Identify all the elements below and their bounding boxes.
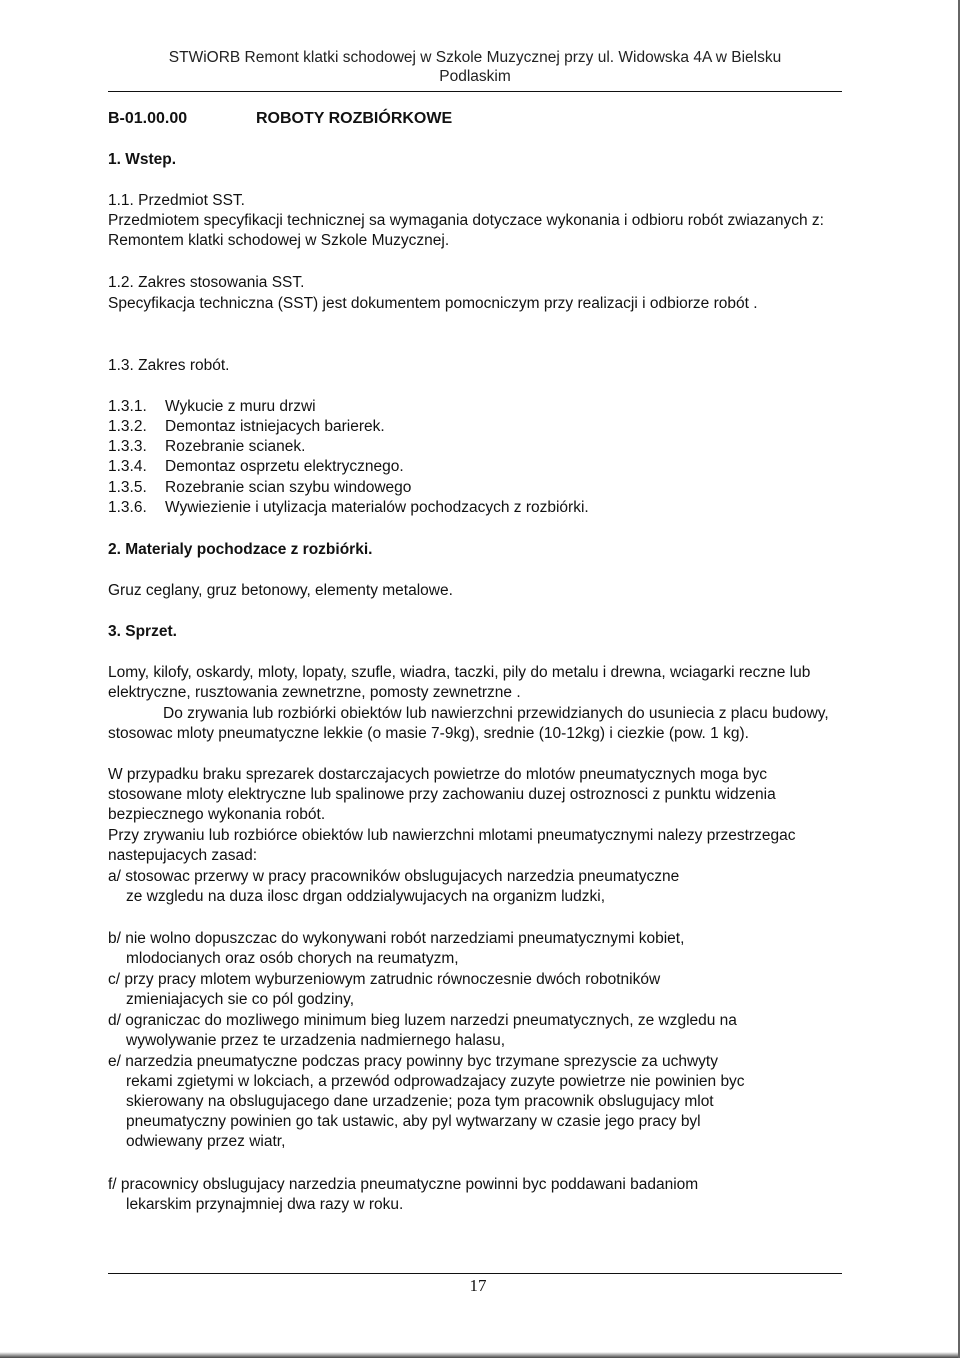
scope-item-text: Rozebranie scianek. [165,438,306,455]
scope-item [108,417,385,437]
section-1-2-text: Specyfikacja techniczna (SST) jest dokumentem pomocniczym przy realizacji i odbiorze robót . [108,295,758,312]
section-1-1-text: Przedmiotem specyfikacji technicznej sa wymagania dotyczace wykonania i odbioru robót zwiazanych z: Remontem klatki schodowej w Szkole Muzycznej. [108,212,824,249]
scope-item-number: 1.3.5. [108,479,147,496]
section-1-2-heading: 1.2. Zakres stosowania SST. [108,274,305,291]
rule-item-e: e/ narzedzia pneumatyczne podczas pracy powinny byc trzymane sprezyscie za uchwyty rekami zgietymi w lokciach, a przewód odprowadzajacy zuzyte powietrze nie powinien byc skierowany na obslugujacego dane urzadzenie; poza tym pracownik obslugujacy mlot pneumatyczny powinien go tak ustawic, aby pyl wytwarzany w czasie jego pracy byl odwiewany przez wiatr, [108,1053,745,1150]
section-1-1-heading: 1.1. Przedmiot SST. [108,192,245,209]
section-1-heading: 1. Wstep. [108,151,177,168]
rules-intro-paragraph: Przy zrywaniu lub rozbiórce obiektów lub nawierzchni mlotami pneumatycznymi nalezy przestrzegac nastepujacych zasad: [108,827,796,864]
equipment-list-paragraph: Lomy, kilofy, oskardy, mloty, lopaty, szufle, wiadra, taczki, pily do metalu i drewna, wciagarki reczne lub elektryczne, rusztowania zewnetrzne, pomosty zewnetrzne . [108,664,811,701]
scope-item [108,478,411,498]
header-divider [108,91,842,92]
scan-shadow-bottom [0,1352,960,1358]
page-number: 17 [469,1276,487,1295]
footer-divider [108,1273,842,1274]
rule-item-c: c/ przy pracy mlotem wyburzeniowym zatrudnic równoczesnie dwóch robotników zmieniajacych sie co pól godziny, [108,971,661,1008]
scope-item-text: Wykucie z muru drzwi [165,398,316,415]
scope-item-text: Wywiezienie i utylizacja materialów pochodzacych z rozbiórki. [165,499,589,516]
scope-item-text: Demontaz istniejacych barierek. [165,418,385,435]
rule-item-b: b/ nie wolno dopuszczac do wykonywani robót narzedziami pneumatycznymi kobiet, mlodocianych oraz osób chorych na reumatyzm, [108,930,685,967]
scope-item-text: Demontaz osprzetu elektrycznego. [165,458,404,475]
scope-item-number: 1.3.6. [108,499,147,516]
scope-item [108,498,589,518]
header-line-1: STWiORB Remont klatki schodowej w Szkole Muzycznej przy ul. Widowska 4A w Bielsku [168,49,782,66]
hammer-usage-paragraph: Do zrywania lub rozbiórki obiektów lub nawierzchni przewidzianych do usuniecia z placu budowy, stosowac mloty pneumatyczne lekkie (o masie 7-9kg), srednie (10-12kg) i ciezkie (pow. 1 kg). [108,705,829,742]
compressor-paragraph: W przypadku braku sprezarek dostarczajacych powietrze do mlotów pneumatycznych moga byc stosowane mloty elektryczne lub spalinowe przy zachowaniu duzej ostroznosci z punktu widzenia bezpiecznego wykonania robót. [108,766,776,823]
rule-item-d: d/ ograniczac do mozliwego minimum bieg luzem narzedzi pneumatycznych, ze wzgledu na wywolywanie przez te urzadzenia nadmiernego halasu, [108,1012,737,1049]
section-2-heading: 2. Materialy pochodzace z rozbiórki. [108,541,373,558]
scope-item-number: 1.3.1. [108,398,147,415]
header-line-2: Podlaskim [439,68,511,85]
rule-item-f: f/ pracownicy obslugujacy narzedzia pneumatyczne powinni byc poddawani badaniom lekarskim przynajmniej dwa razy w roku. [108,1176,699,1213]
scope-item [108,397,316,417]
section-2-text: Gruz ceglany, gruz betonowy, elementy metalowe. [108,582,453,599]
scope-item [108,457,404,477]
scope-item-number: 1.3.4. [108,458,147,475]
page-header [108,48,842,86]
section-1-3-heading: 1.3. Zakres robót. [108,357,230,374]
scope-item-number: 1.3.3. [108,438,147,455]
scope-item-number: 1.3.2. [108,418,147,435]
spec-code: B-01.00.00 [108,110,188,127]
scope-item-text: Rozebranie scian szybu windowego [165,479,412,496]
section-3-heading: 3. Sprzet. [108,623,177,640]
spec-title: ROBOTY ROZBIÓRKOWE [256,110,453,127]
rule-item-a: a/ stosowac przerwy w pracy pracowników obslugujacych narzedzia pneumatyczne ze wzgledu na duza ilosc drgan oddzialywujacych na organizm ludzki, [108,868,680,905]
scope-item [108,437,305,457]
